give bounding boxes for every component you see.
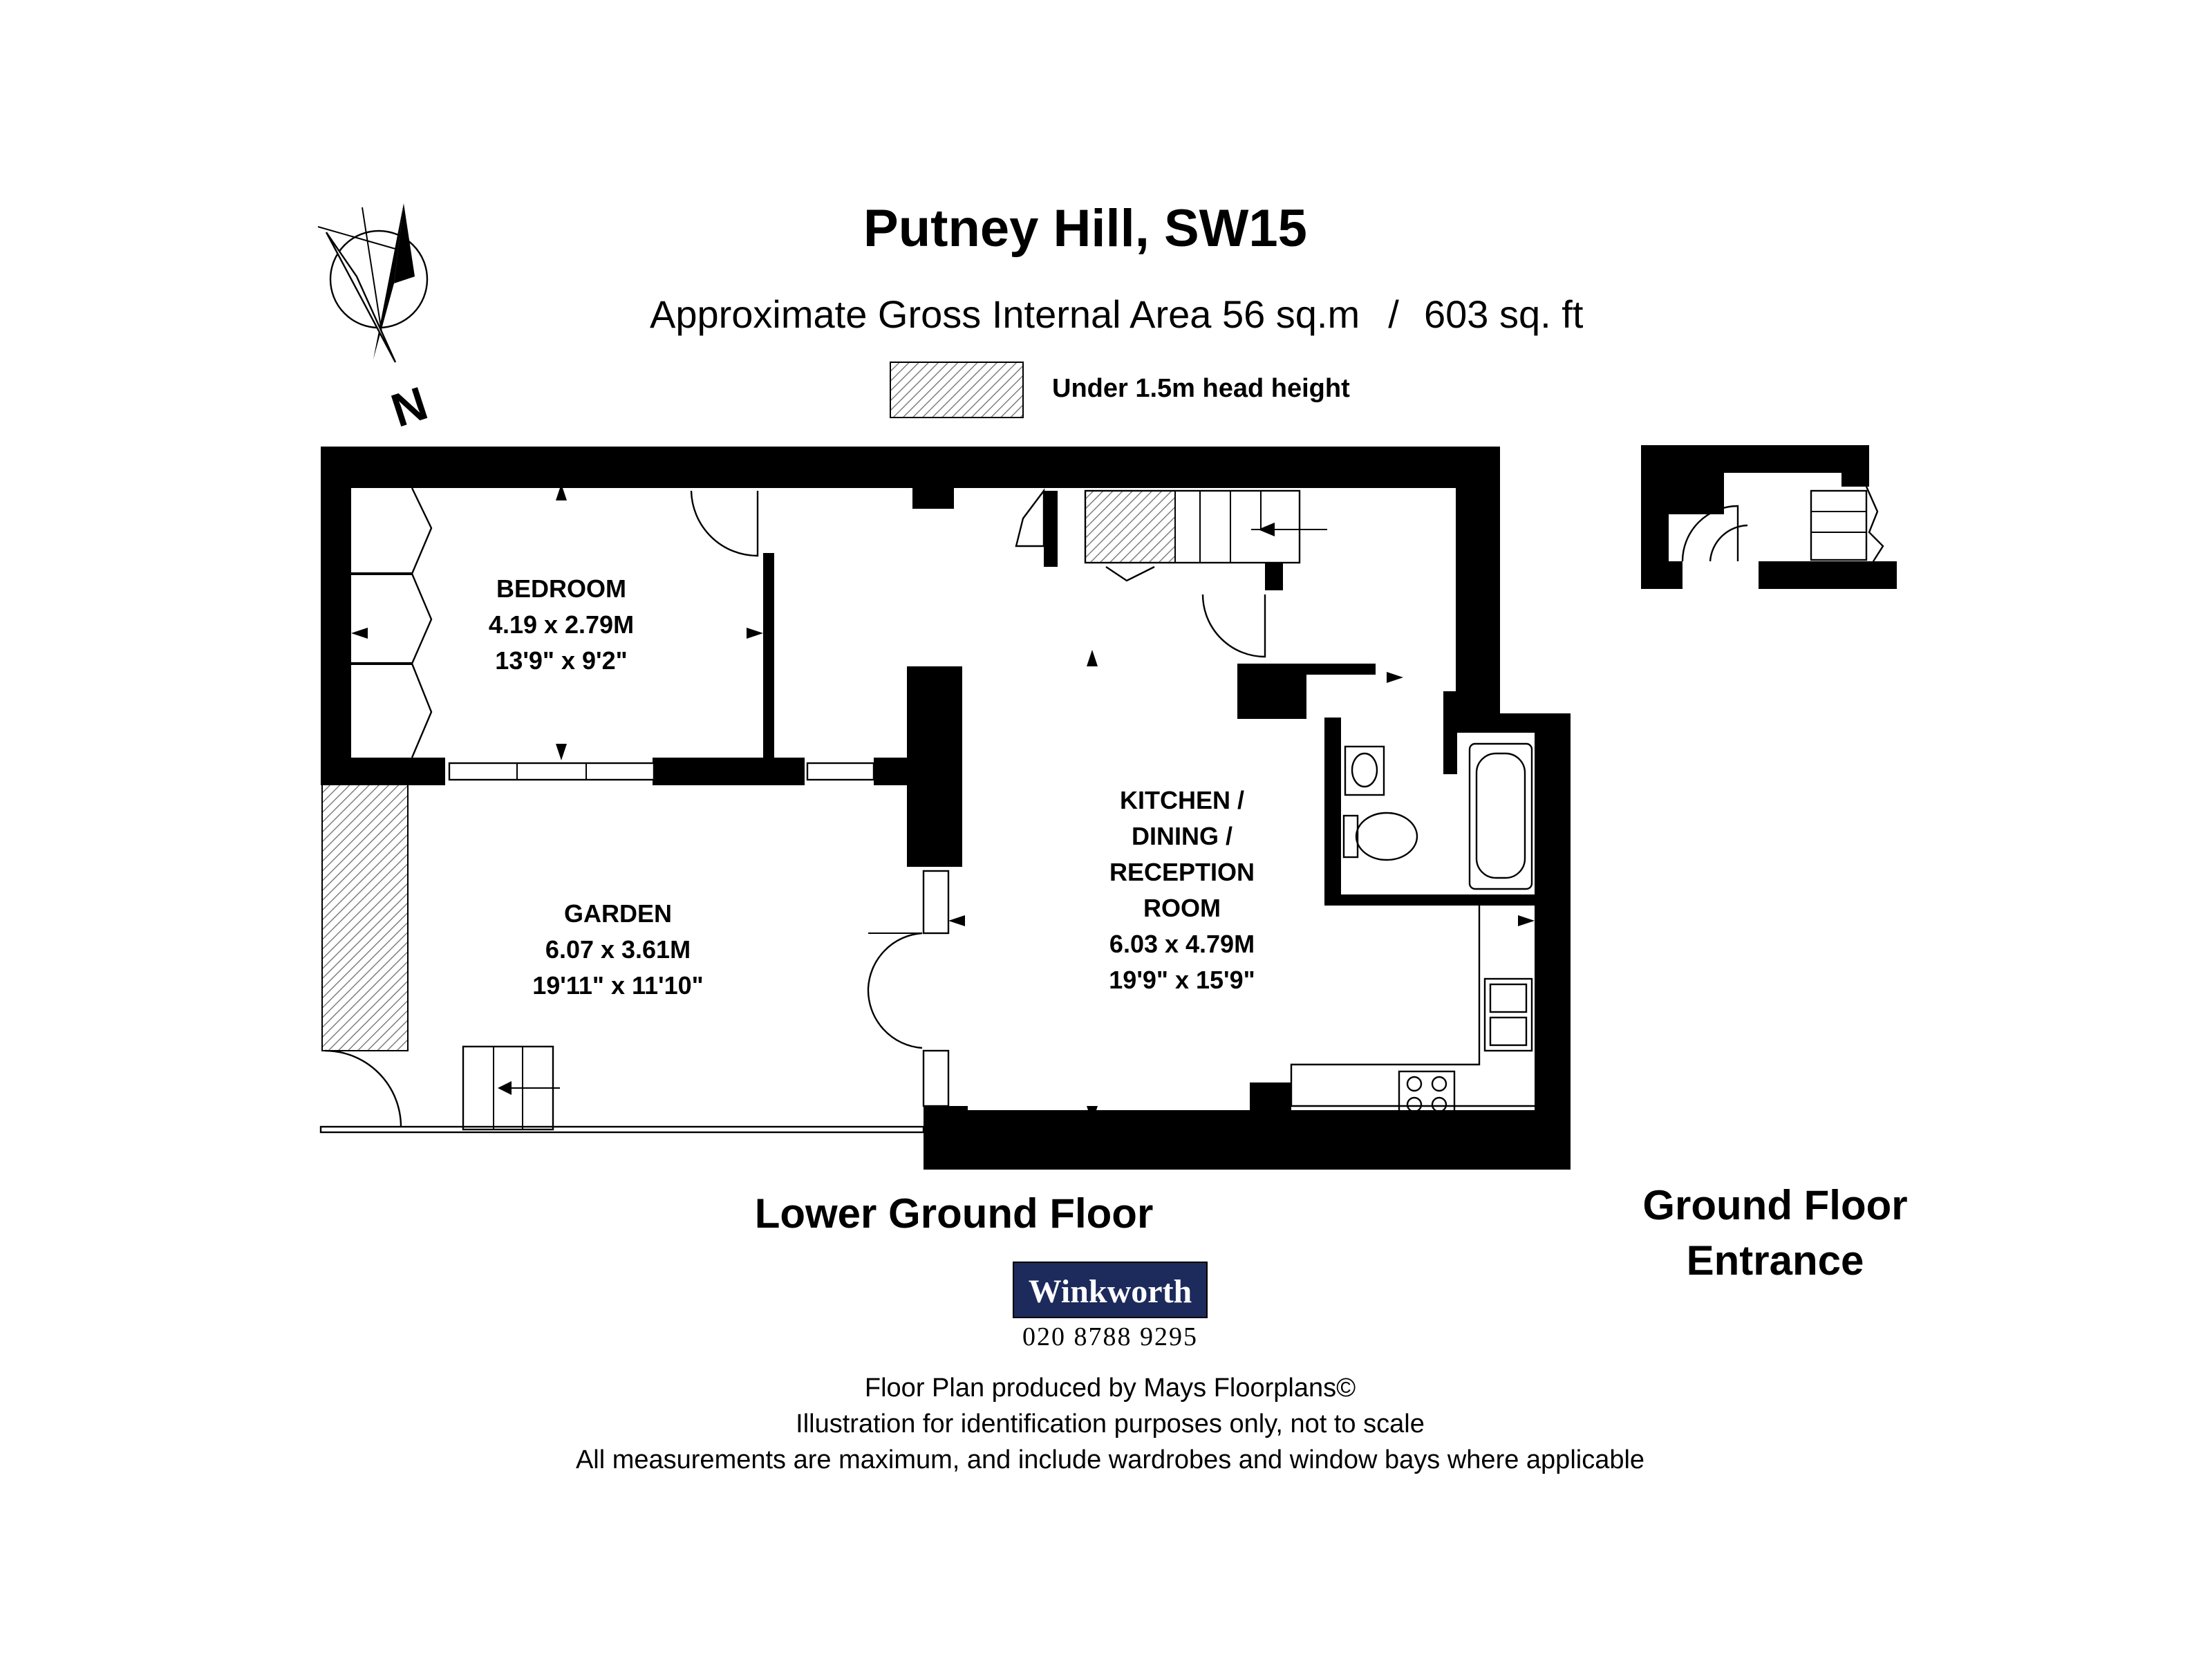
footer-line-2: Illustration for identification purposes only, not to scale bbox=[796, 1409, 1425, 1438]
room-name-line: ROOM bbox=[1143, 894, 1221, 922]
room-name: GARDEN bbox=[563, 899, 673, 928]
room-label-bedroom bbox=[489, 574, 634, 675]
area-metric: Approximate Gross Internal Area 56 sq.m bbox=[650, 292, 1360, 336]
room-metric: 6.03 x 4.79M bbox=[1109, 930, 1255, 958]
room-name: BEDROOM bbox=[496, 574, 626, 603]
room-label-garden bbox=[532, 899, 703, 1000]
room-imperial: 13'9" x 9'2" bbox=[495, 646, 628, 675]
hatch-swatch-icon bbox=[890, 362, 1023, 418]
room-name-line: DINING / bbox=[1131, 822, 1233, 850]
lower-ground-floor-plan bbox=[321, 447, 1571, 1170]
bathroom-fixtures bbox=[1344, 744, 1532, 889]
room-metric: 4.19 x 2.79M bbox=[488, 610, 635, 639]
garden-steps bbox=[321, 1047, 924, 1132]
footer-line-3: All measurements are maximum, and include wardrobes and window bays where applicable bbox=[575, 1445, 1645, 1474]
ground-floor-entrance-plan bbox=[1641, 445, 1897, 589]
floor-title-ground-sub: Entrance bbox=[1686, 1237, 1864, 1284]
room-metric: 6.07 x 3.61M bbox=[545, 935, 691, 964]
agent-phone: 020 8788 9295 bbox=[1022, 1322, 1198, 1351]
room-imperial: 19'9" x 15'9" bbox=[1109, 966, 1255, 994]
floor-title-ground: Ground Floor bbox=[1642, 1182, 1908, 1228]
legend bbox=[890, 362, 1350, 418]
area-separator: / bbox=[1388, 292, 1399, 336]
room-name-line: RECEPTION bbox=[1109, 858, 1255, 886]
room-imperial: 19'11" x 11'10" bbox=[532, 971, 704, 1000]
agent-name: Winkworth bbox=[1028, 1273, 1192, 1310]
room-label-kitchen bbox=[1109, 786, 1255, 994]
low-headroom-area bbox=[322, 784, 408, 1051]
kitchen-fixtures bbox=[1291, 906, 1535, 1116]
room-name-line: KITCHEN / bbox=[1120, 786, 1244, 814]
agent-logo bbox=[1013, 1262, 1207, 1351]
low-headroom-area-stairs bbox=[1085, 491, 1175, 563]
plan-title: Putney Hill, SW15 bbox=[863, 199, 1307, 258]
footer-line-1: Floor Plan produced by Mays Floorplans© bbox=[864, 1374, 1356, 1403]
floor-title-lower: Lower Ground Floor bbox=[754, 1190, 1154, 1237]
compass-icon bbox=[318, 203, 433, 438]
north-label: N bbox=[385, 377, 434, 438]
legend-label: Under 1.5m head height bbox=[1052, 374, 1350, 403]
area-imperial: 603 sq. ft bbox=[1424, 292, 1584, 336]
